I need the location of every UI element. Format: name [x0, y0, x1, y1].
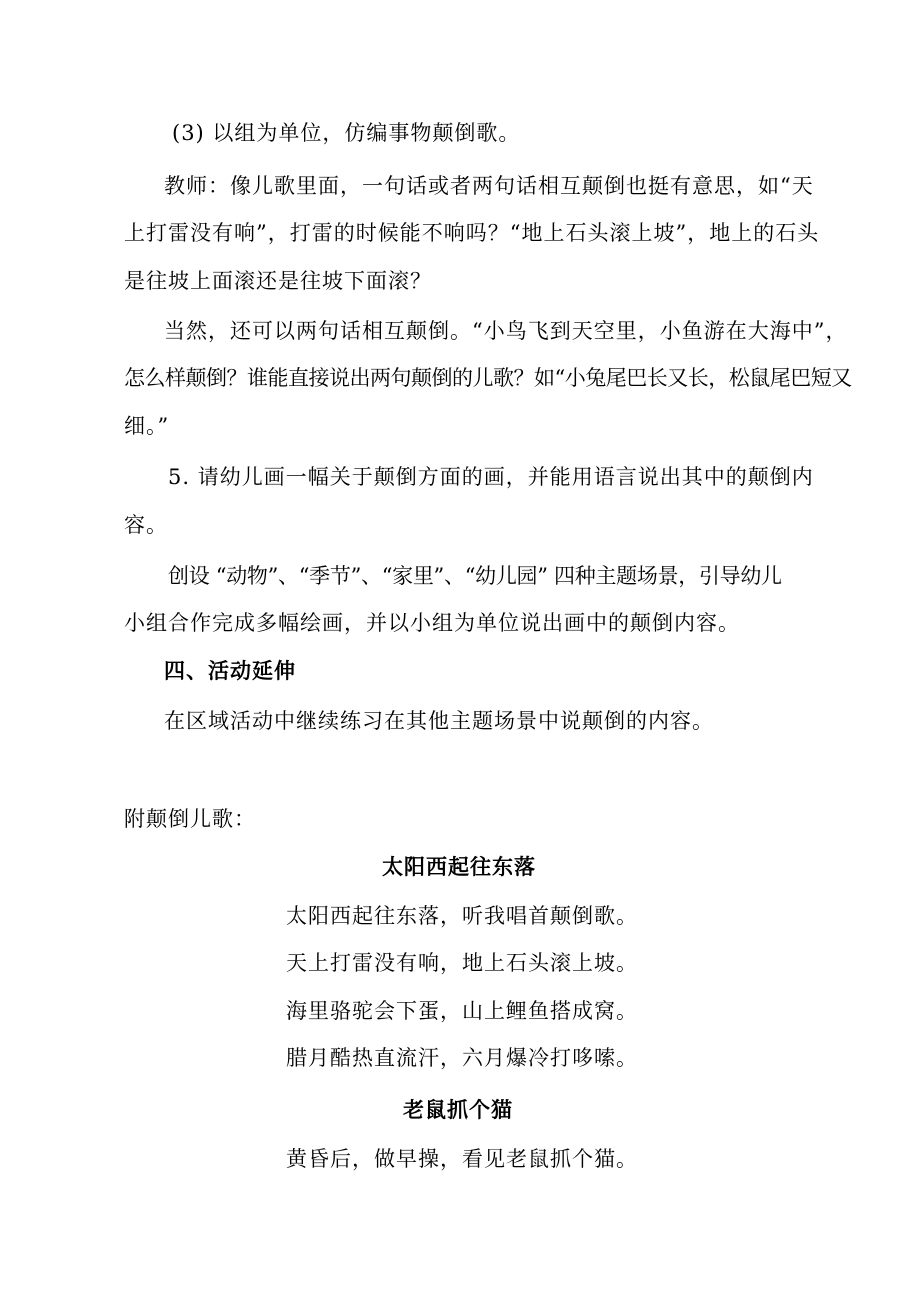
teacher-para-line-3: 是往坡上面滚还是往坡下面滚？ [124, 269, 432, 293]
poem-1-line-4: 腊月酷热直流汗，六月爆冷打哆嗦。 [286, 1046, 638, 1070]
item-3-text: (3) 以组为单位，仿编事物颠倒歌。 [172, 121, 521, 145]
poem-2-title: 老鼠抓个猫 [403, 1098, 513, 1122]
poem-1-title: 太阳西起往东落 [382, 855, 536, 879]
step-5-line-1: 5. 请幼儿画一幅关于颠倒方面的画，并能用语言说出其中的颠倒内 [168, 465, 814, 489]
two-sentences-line-3: 细。” [124, 414, 170, 438]
scene-para-line-2: 小组合作完成多幅绘画，并以小组为单位说出画中的颠倒内容。 [124, 611, 740, 635]
two-sentences-line-1: 当然，还可以两句话相互颠倒。“小鸟飞到天空里，小鱼游在大海中”， [164, 319, 848, 343]
extension-text: 在区域活动中继续练习在其他主题场景中说颠倒的内容。 [164, 709, 714, 733]
poem-2-line-1: 黄昏后，做早操，看见老鼠抓个猫。 [286, 1147, 638, 1171]
scene-para-line-1: 创设 “动物”、“季节”、“家里”、“幼儿园” 四种主题场景，引导幼儿 [168, 564, 782, 588]
teacher-para-line-2: 上打雷没有响”，打雷的时候能不响吗？“地上石头滚上坡”，地上的石头 [124, 221, 820, 245]
poem-1-line-2: 天上打雷没有响，地上石头滚上坡。 [286, 951, 638, 975]
section-4-heading: 四、活动延伸 [164, 659, 296, 683]
teacher-para-line-1: 教师：像儿歌里面，一句话或者两句话相互颠倒也挺有意思，如“天 [164, 174, 814, 198]
step-5-line-2: 容。 [124, 513, 168, 537]
appendix-label: 附颠倒儿歌： [124, 807, 256, 831]
poem-1-line-1: 太阳西起往东落，听我唱首颠倒歌。 [286, 904, 638, 928]
two-sentences-line-2: 怎么样颠倒？谁能直接说出两句颠倒的儿歌？如“小兔尾巴长又长，松鼠尾巴短又 [124, 366, 852, 390]
poem-1-line-3: 海里骆驼会下蛋，山上鲤鱼搭成窝。 [286, 999, 638, 1023]
